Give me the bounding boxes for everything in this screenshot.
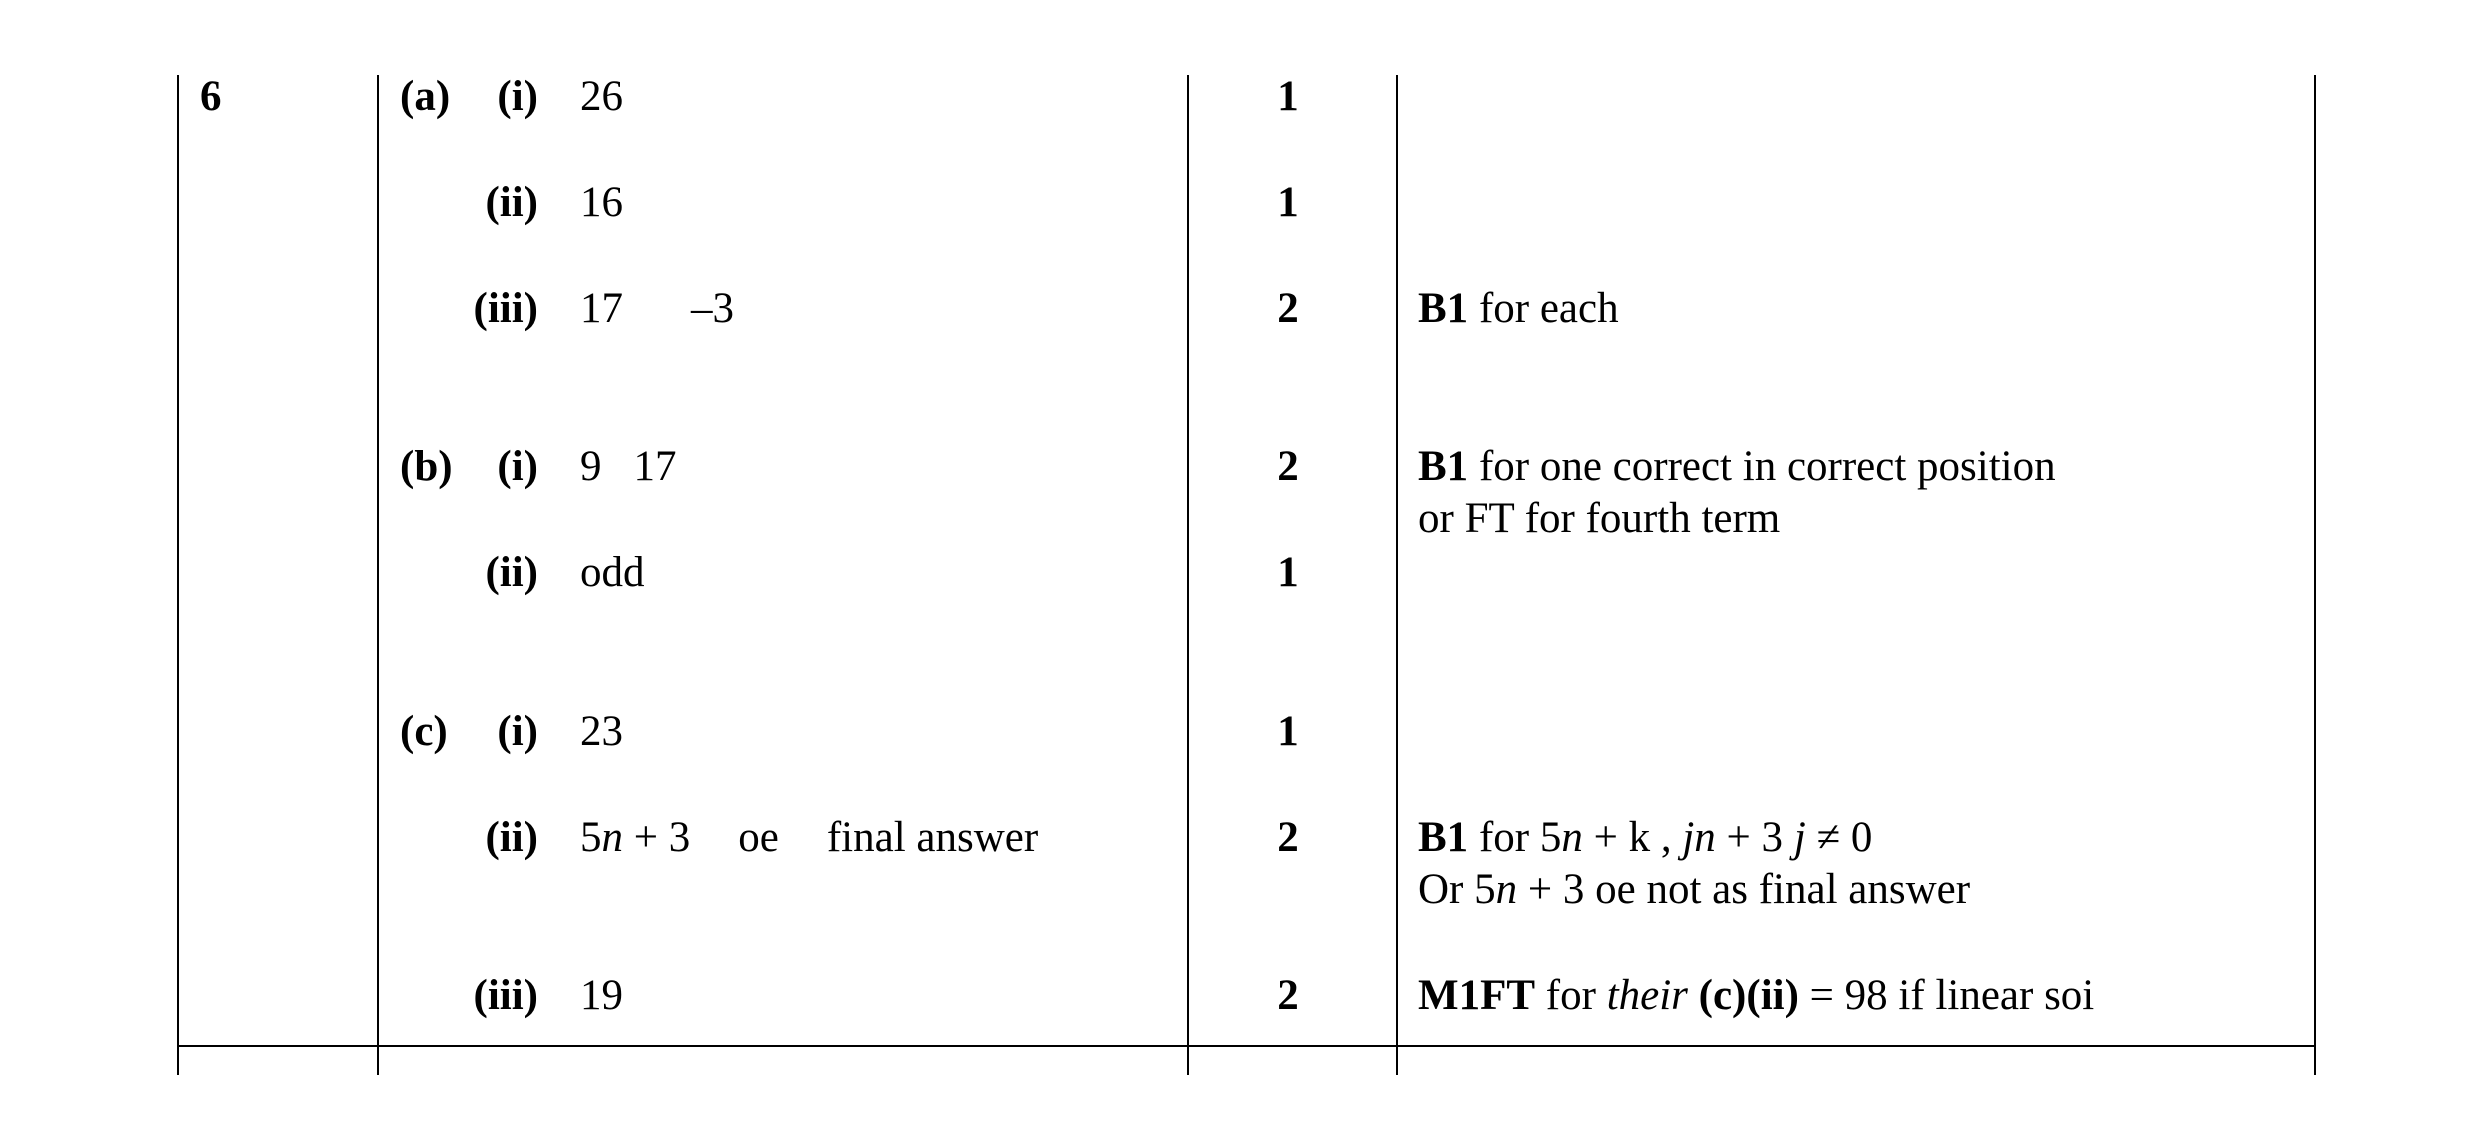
answer-b-ii: odd xyxy=(580,549,645,596)
answer-a-iii-first: 17 xyxy=(580,285,623,332)
answer-c-ii-coef: 5 xyxy=(580,814,602,861)
part-label-c: (c) xyxy=(400,708,448,755)
guidance-c-ii-line2-post: + 3 oe not as final answer xyxy=(1517,866,1971,913)
answer-a-iii xyxy=(580,283,734,335)
guidance-c-ii xyxy=(1418,812,1872,864)
column-divider-part xyxy=(377,75,379,1075)
guidance-c-iii-text1: for xyxy=(1535,972,1607,1019)
guidance-c-ii-line2-var: n xyxy=(1495,866,1518,913)
answer-c-ii-oe: oe xyxy=(738,814,779,861)
part-label-a: (a) xyxy=(400,73,451,120)
mark-c-ii: 2 xyxy=(1277,814,1299,861)
answer-b-i-first: 9 xyxy=(580,443,602,490)
answer-a-iii-second: –3 xyxy=(691,285,734,332)
mark-c-iii: 2 xyxy=(1277,972,1299,1019)
guidance-a-iii-code: B1 xyxy=(1418,285,1469,332)
answer-c-ii-const: + 3 xyxy=(623,814,691,861)
guidance-c-ii-line2 xyxy=(1418,864,1970,916)
guidance-a-iii xyxy=(1418,283,1619,335)
guidance-a-iii-text: for each xyxy=(1468,285,1619,332)
guidance-c-ii-text2: + k , xyxy=(1582,814,1683,861)
guidance-c-iii-code: M1FT xyxy=(1418,972,1536,1019)
guidance-c-ii-line2-pre: Or 5 xyxy=(1418,866,1496,913)
question-number: 6 xyxy=(200,73,222,120)
guidance-c-iii-their: their xyxy=(1606,972,1688,1019)
sub-label-b-ii: (ii) xyxy=(485,549,538,596)
mark-a-ii: 1 xyxy=(1277,179,1299,226)
guidance-c-iii-ref: (c)(ii) xyxy=(1687,972,1799,1019)
table-border-right xyxy=(2314,75,2316,1075)
answer-c-ii xyxy=(580,812,1038,864)
answer-c-ii-var: n xyxy=(601,814,623,861)
mark-a-i: 1 xyxy=(1277,73,1299,120)
column-divider-guidance xyxy=(1396,75,1398,1075)
guidance-c-ii-var1: n xyxy=(1561,814,1583,861)
mark-a-iii: 2 xyxy=(1277,285,1299,332)
answer-c-i: 23 xyxy=(580,708,623,755)
guidance-c-ii-text1: for 5 xyxy=(1468,814,1562,861)
answer-c-iii: 19 xyxy=(580,972,623,1019)
guidance-b-i xyxy=(1418,441,2056,493)
answer-b-i xyxy=(580,441,677,493)
guidance-c-iii xyxy=(1418,970,2094,1022)
sub-label-b-i: (i) xyxy=(497,443,538,490)
part-label-b: (b) xyxy=(400,443,453,490)
table-row-divider xyxy=(177,1045,2316,1047)
answer-c-ii-final: final answer xyxy=(826,814,1039,861)
mark-c-i: 1 xyxy=(1277,708,1299,755)
sub-label-a-i: (i) xyxy=(497,73,538,120)
sub-label-c-i: (i) xyxy=(497,708,538,755)
sub-label-c-ii: (ii) xyxy=(485,814,538,861)
guidance-c-ii-var3: j xyxy=(1793,814,1806,861)
guidance-b-i-text: for one correct in correct position xyxy=(1468,443,2056,490)
answer-a-i: 26 xyxy=(580,73,623,120)
guidance-c-ii-text3: + 3 xyxy=(1715,814,1794,861)
sub-label-a-iii: (iii) xyxy=(473,285,538,332)
table-border-left xyxy=(177,75,179,1075)
guidance-b-i-line2: or FT for fourth term xyxy=(1418,495,1781,542)
mark-b-i: 2 xyxy=(1277,443,1299,490)
column-divider-marks xyxy=(1187,75,1189,1075)
answer-a-ii: 16 xyxy=(580,179,623,226)
guidance-c-ii-text4: ≠ 0 xyxy=(1805,814,1873,861)
sub-label-c-iii: (iii) xyxy=(473,972,538,1019)
guidance-b-i-code: B1 xyxy=(1418,443,1469,490)
sub-label-a-ii: (ii) xyxy=(485,179,538,226)
guidance-c-ii-var2: jn xyxy=(1682,814,1716,861)
guidance-c-iii-text2: = 98 if linear soi xyxy=(1798,972,2095,1019)
mark-b-ii: 1 xyxy=(1277,549,1299,596)
answer-b-i-second: 17 xyxy=(633,443,677,490)
guidance-c-ii-code: B1 xyxy=(1418,814,1469,861)
